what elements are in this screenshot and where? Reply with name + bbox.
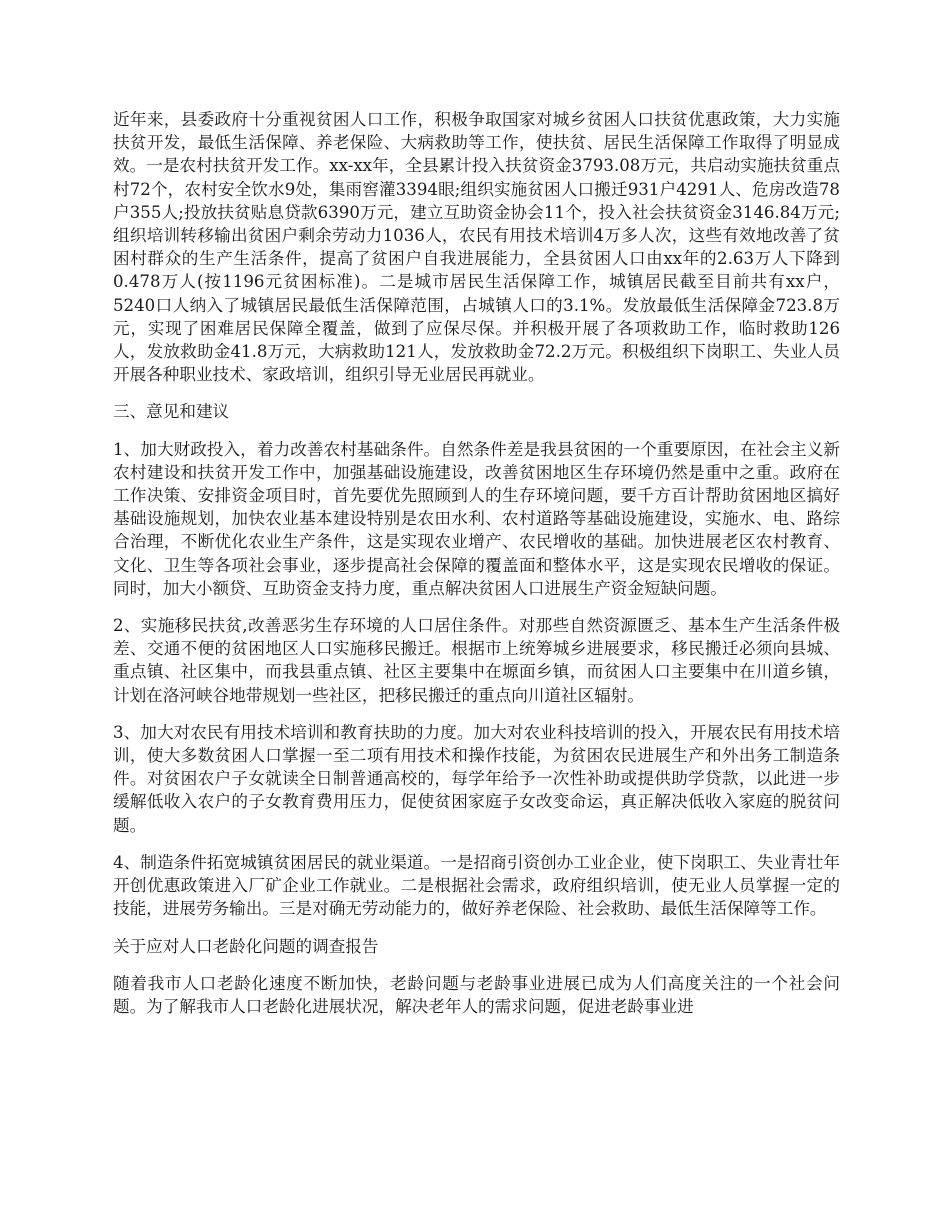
paragraph-poverty-work-summary: 近年来，县委政府十分重视贫困人口工作，积极争取国家对城乡贫困人口扶贫优惠政策，大力实施扶贫开发，最低生活保障、养老保险、大病救助等工作，使扶贫、居民生活保障工作取得了明显成效。一是农村扶贫开发工作。xx-xx年，全县累计投入扶贫资金3793.08万元，共启动实施扶贫重点村72个，农村安全饮水9处，集雨窖灌3394眼;组织实施贫困人口搬迁931户4291人、危房改造78户355人;投放扶贫贴息贷款6390万元，建立互助资金协会11个，投入社会扶贫资金3146.84万元;组织培训转移输出贫困户剩余劳动力1036人，农民有用技术培训4万多人次，这些有效地改善了贫困村群众的生产生活条件，提高了贫困户自我进展能力，全县贫困人口由xx年的2.63万人下降到0.478万人(按1196元贫困标准)。二是城市居民生活保障工作，城镇居民截至目前共有xx户，5240口人纳入了城镇居民最低生活保障范围，占城镇人口的3.1%。发放最低生活保障金723.8万元，实现了困难居民保障全覆盖，做到了应保尽保。并积极开展了各项救助工作，临时救助126人，发放救助金41.8万元，大病救助121人，发放救助金72.2万元。积极组织下岗职工、失业人员开展各种职业技术、家政培训，组织引导无业居民再就业。 xyxy=(113,110,840,385)
paragraph-aging-intro: 随着我市人口老龄化速度不断加快，老龄问题与老龄事业进展已成为人们高度关注的一个社会问题。为了解我市人口老龄化进展状况，解决老年人的需求问题，促进老龄事业进 xyxy=(113,973,840,1016)
report-title-aging: 关于应对人口老龄化问题的调查报告 xyxy=(113,936,379,956)
paragraph-suggestion-4: 4、制造条件拓宽城镇贫困居民的就业渠道。一是招商引资创办工业企业，使下岗职工、失业青壮年开创优惠政策进入厂矿企业工作就业。二是根据社会需求，政府组织培训，使无业人员掌握一定的技能，进展劳务输出。三是对确无劳动能力的，做好养老保险、社会救助、最低生活保障等工作。 xyxy=(113,852,840,919)
paragraph-suggestion-3: 3、加大对农民有用技术培训和教育扶助的力度。加大对农业科技培训的投入，开展农民有用技术培训，使大多数贫困人口掌握一至二项有用技术和操作技能，为贫困农民进展生产和外出务工制造条件。对贫困农户子女就读全日制普通高校的，每学年给予一次性补助或提供助学贷款，以此进一步缓解低收入农户的子女教育费用压力，促使贫困家庭子女改变命运，真正解决低收入家庭的脱贫问题。 xyxy=(113,722,840,835)
paragraph-suggestion-2: 2、实施移民扶贫,改善恶劣生存环境的人口居住条件。对那些自然资源匮乏、基本生产生活条件极差、交通不便的贫困地区人口实施移民搬迁。根据市上统筹城乡进展要求，移民搬迁必须向县城、重点镇、社区集中，而我县重点镇、社区主要集中在塬面乡镇，而贫困人口主要集中在川道乡镇，计划在洛河峡谷地带规划一些社区，把移民搬迁的重点向川道社区辐射。 xyxy=(113,616,840,705)
section-heading-suggestions: 三、意见和建议 xyxy=(113,402,230,422)
paragraph-suggestion-1: 1、加大财政投入，着力改善农村基础条件。自然条件差是我县贫困的一个重要原因，在社会主义新农村建设和扶贫开发工作中，加强基础设施建设，改善贫困地区生存环境仍然是重中之重。政府在工作决策、安排资金项目时，首先要优先照顾到人的生存环境问题，要千方百计帮助贫困地区搞好基础设施规划，加快农业基本建设特别是农田水利、农村道路等基础设施建设，实施水、电、路综合治理，不断优化农业生产条件，这是实现农业增产、农民增收的基础。加快进展老区农村教育、文化、卫生等各项社会事业，逐步提高社会保障的覆盖面和整体水平，这是实现农民增收的保证。同时，加大小额贷、互助资金支持力度，重点解决贫困人口进展生产资金短缺问题。 xyxy=(113,439,840,598)
document-body xyxy=(113,108,840,1032)
